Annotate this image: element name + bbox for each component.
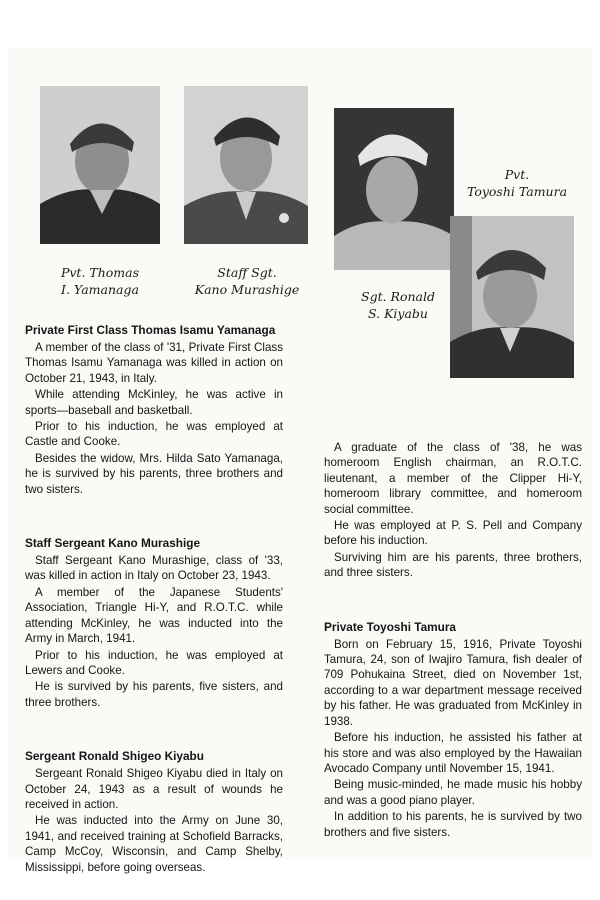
article-kiyabu xyxy=(25,749,283,875)
heading-yamanaga: Private First Class Thomas Isamu Yamanaga xyxy=(25,323,276,337)
paragraph: Surviving him are his parents, three brothers, and three sisters. xyxy=(324,550,582,580)
paragraph: A member of the Japanese Students' Association, Triangle Hi-Y, and R.O.T.C. while attending McKinley, he was inducted into the Army in March, 1941. xyxy=(25,585,283,646)
heading-murashige: Staff Sergeant Kano Murashige xyxy=(25,536,201,551)
paragraph: He is survived by his parents, five sisters, and three brothers. xyxy=(25,680,283,709)
paragraph: He was inducted into the Army on June 30, 1941, and received training at Schofield Barracks, Camp McCoy, Wisconsin, and Camp Shelby, Mississippi, before going overseas. xyxy=(25,814,283,874)
portrait-photo-tamura xyxy=(450,216,574,378)
heading-kiyabu: Sergeant Ronald Shigeo Kiyabu xyxy=(25,749,204,764)
paragraph: Being music-minded, he made music his hobby and was a good piano player. xyxy=(324,778,582,807)
paragraph: A graduate of the class of '38, he was homeroom English chairman, an R.O.T.C. lieutenant, a member of the Clipper Hi-Y, homeroom library committee, and homeroom social committee. xyxy=(324,441,582,516)
article-kiyabu-continued xyxy=(324,440,582,581)
portrait-photo-yamanaga xyxy=(40,86,160,244)
paragraph: Besides the widow, Mrs. Hilda Sato Yamanaga, he is survived by his parents, three brothers and two sisters. xyxy=(25,451,283,496)
paragraph: Sergeant Ronald Shigeo Kiyabu died in Italy on October 24, 1943 as a result of wounds he received in action. xyxy=(25,767,283,811)
paragraph: Staff Sergeant Kano Murashige, class of '33, was killed in action in Italy on October 23, 1943. xyxy=(25,554,283,583)
article-murashige xyxy=(25,536,283,710)
paragraph: In addition to his parents, he is survived by two brothers and five sisters. xyxy=(324,810,582,839)
caption-tamura: Pvt. Toyoshi Tamura xyxy=(466,167,568,199)
paragraph: Before his induction, he assisted his father at his store and was also employed by the Hawaiian Avocado Company until November 15, 1941. xyxy=(324,731,582,775)
caption-kiyabu: Sgt. Ronald S. Kiyabu xyxy=(361,289,435,321)
caption-yamanaga: Pvt. Thomas I. Yamanaga xyxy=(60,265,140,297)
paragraph: While attending McKinley, he was active in sports—baseball and basketball. xyxy=(25,388,283,417)
article-yamanaga xyxy=(25,323,283,497)
portrait-photo-kiyabu xyxy=(334,108,454,270)
caption-murashige: Staff Sgt. Kano Murashige xyxy=(194,265,300,297)
paragraph: Born on February 15, 1916, Private Toyoshi Tamura, 24, son of Iwajiro Tamura, fish dealer of 709 Pohukaina Street, died on November 1st, according to a war department message received by his father. He was graduated from McKinley in 1938. xyxy=(324,637,582,728)
paragraph: A member of the class of '31, Private First Class Thomas Isamu Yamanaga was killed in action on October 21, 1943, in Italy. xyxy=(25,341,283,385)
right-column xyxy=(324,440,582,841)
paragraph: He was employed at P. S. Pell and Company before his induction. xyxy=(324,519,582,548)
left-column xyxy=(25,323,283,876)
paragraph: Prior to his induction, he was employed at Lewers and Cooke. xyxy=(25,648,283,677)
heading-tamura: Private Toyoshi Tamura xyxy=(324,619,456,634)
portrait-photo-murashige xyxy=(184,86,308,244)
paragraph: Prior to his induction, he was employed at Castle and Cooke. xyxy=(25,420,283,449)
article-tamura xyxy=(324,620,582,840)
